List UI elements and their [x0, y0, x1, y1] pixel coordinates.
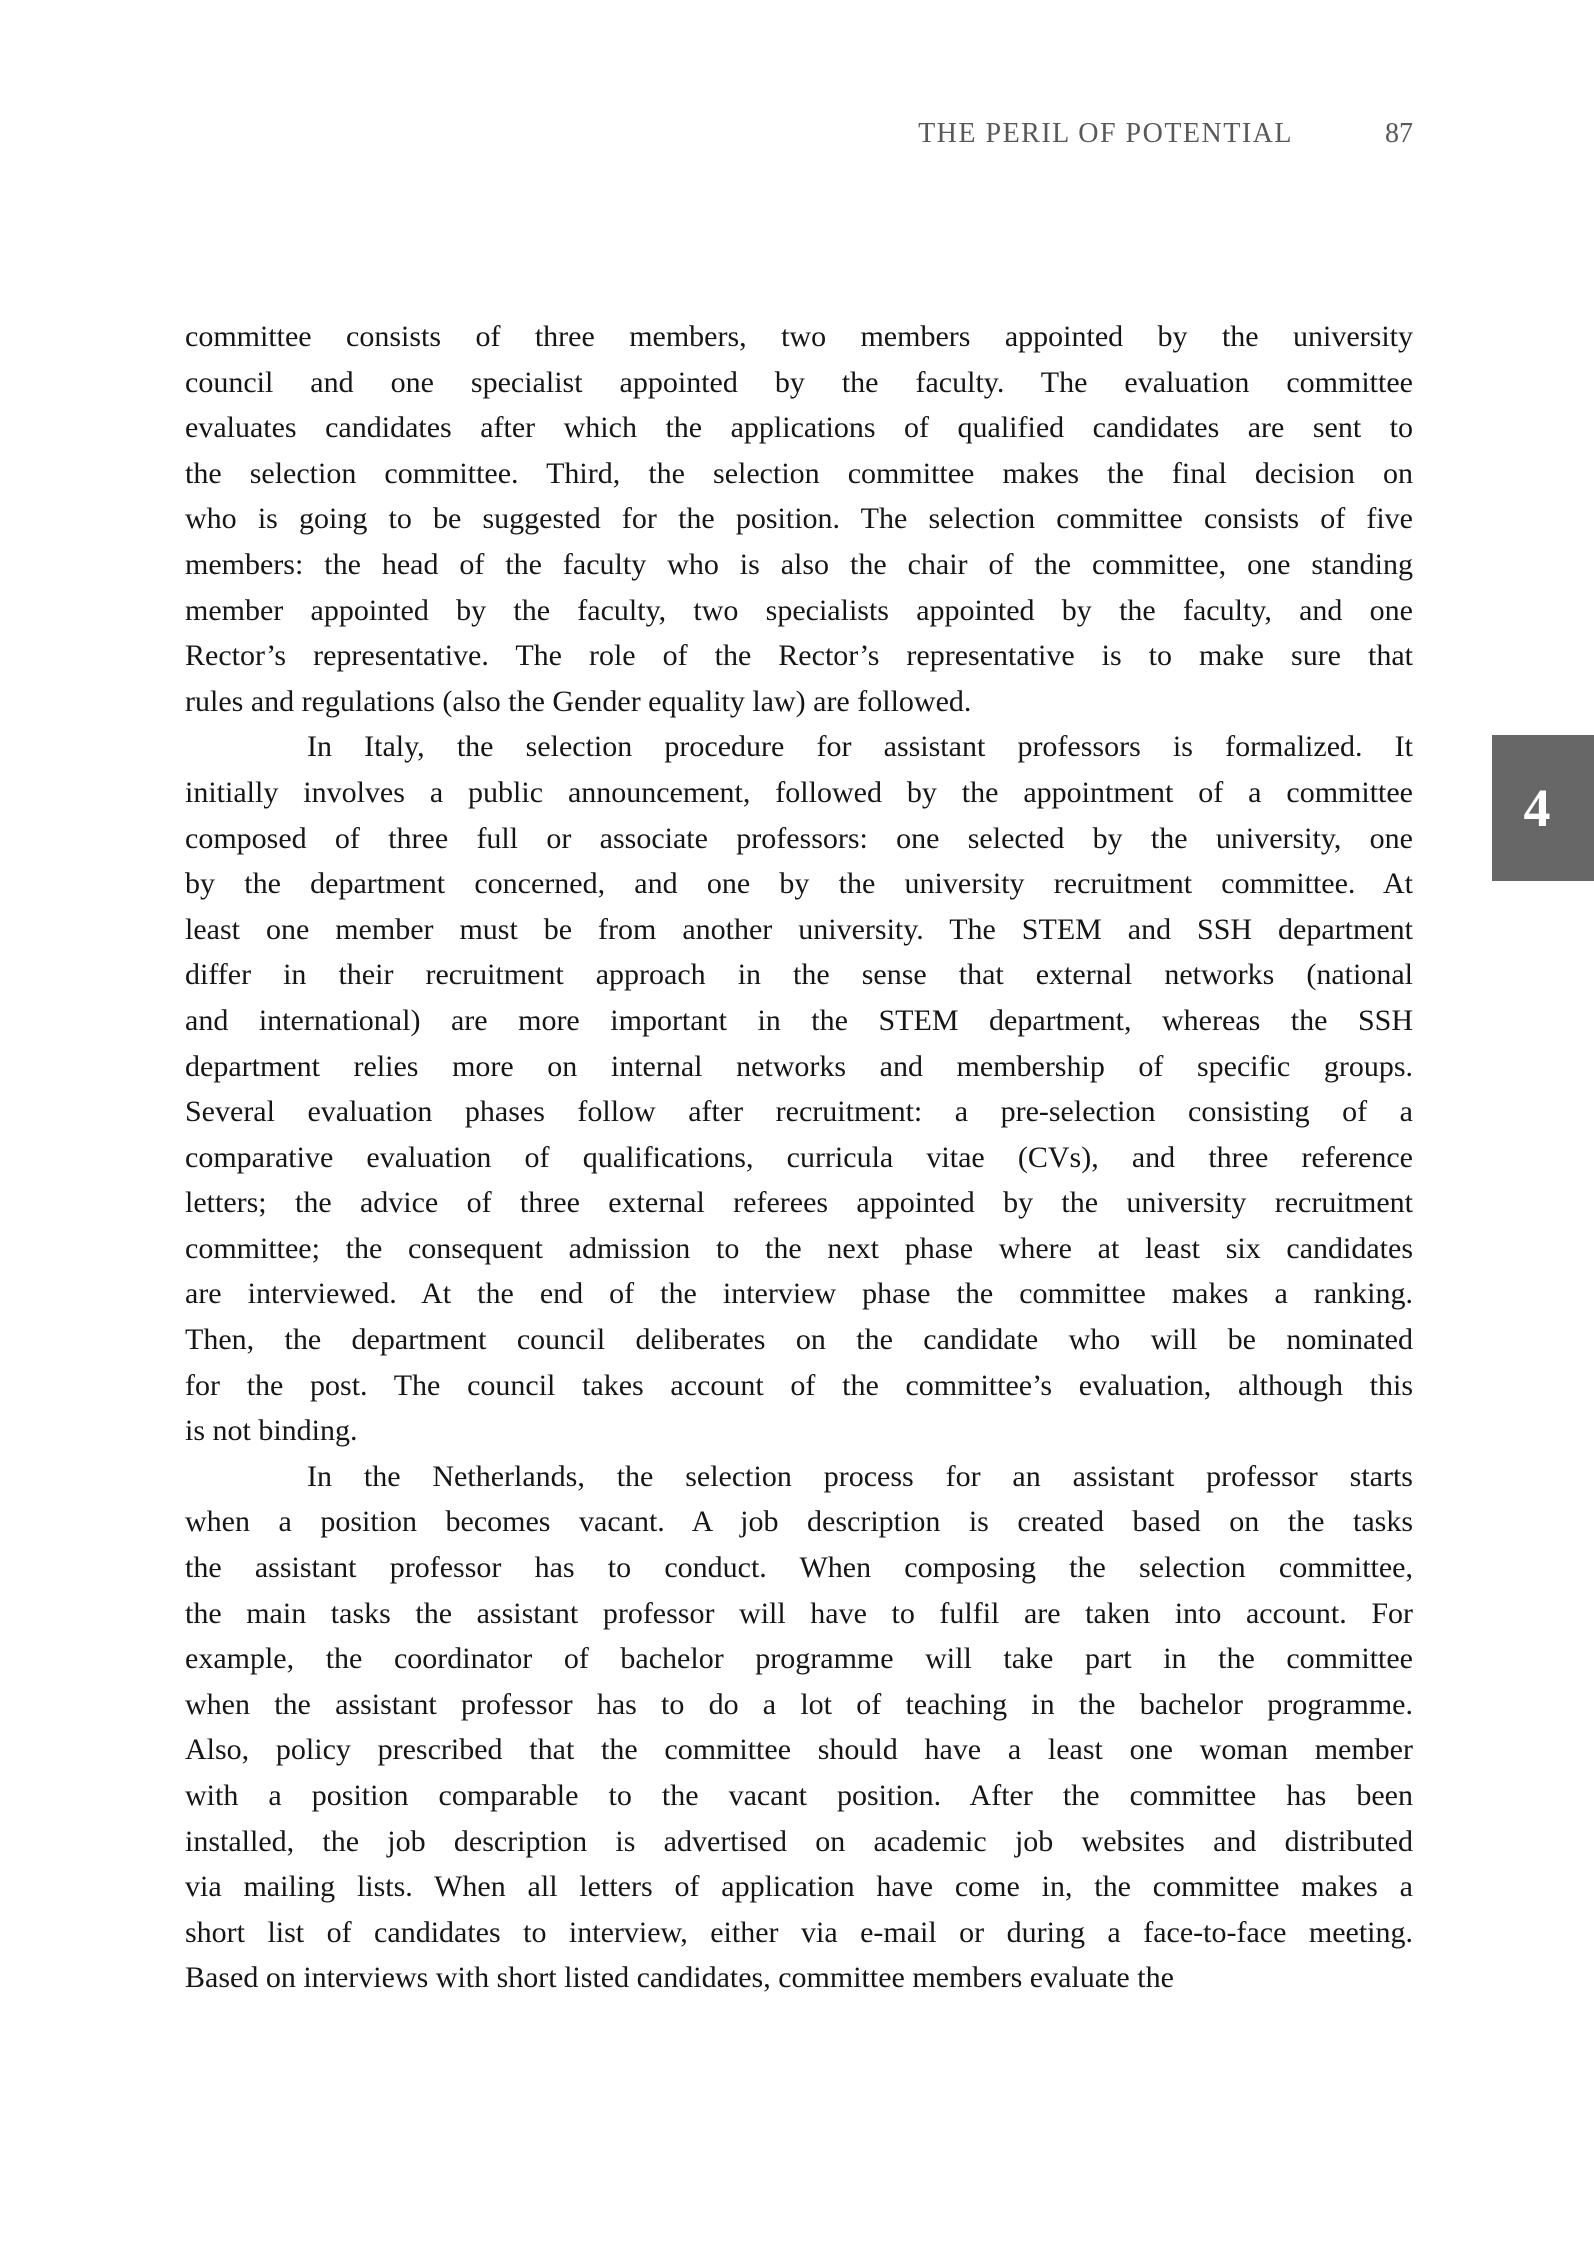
paragraph — [185, 314, 1413, 724]
body-text — [185, 314, 1413, 2001]
text-line: member appointed by the faculty, two specialists appointed by the faculty, and one — [185, 593, 1413, 627]
paragraph — [185, 1454, 1413, 2001]
text-line: the selection committee. Third, the selection committee makes the final decision on — [185, 456, 1413, 490]
paragraph — [185, 724, 1413, 1454]
text-line: department relies more on internal networks and membership of specific groups. — [185, 1049, 1413, 1083]
text-line: who is going to be suggested for the position. The selection committee consists of five — [185, 502, 1413, 536]
page-number: 87 — [1385, 118, 1413, 149]
text-line: In the Netherlands, the selection process for an assistant professor starts — [307, 1459, 1413, 1493]
text-line: least one member must be from another university. The STEM and SSH department — [185, 912, 1413, 946]
text-line: the main tasks the assistant professor will have to fulfil are taken into account. For — [185, 1596, 1413, 1630]
text-line: when a position becomes vacant. A job description is created based on the tasks — [185, 1505, 1413, 1539]
text-line: members: the head of the faculty who is also the chair of the committee, one standing — [185, 547, 1413, 581]
text-line: is not binding. — [185, 1414, 358, 1448]
text-line: evaluates candidates after which the applications of qualified candidates are sent to — [185, 411, 1413, 445]
text-line: Based on interviews with short listed candidates, committee members evaluate the — [185, 1961, 1174, 1995]
text-line: letters; the advice of three external referees appointed by the university recruitment — [185, 1186, 1413, 1220]
text-line: via mailing lists. When all letters of application have come in, the committee makes a — [185, 1870, 1413, 1904]
text-line: Also, policy prescribed that the committee should have a least one woman member — [185, 1733, 1413, 1767]
text-line: short list of candidates to interview, either via e-mail or during a face-to-face meeting. — [185, 1915, 1413, 1949]
text-line: and international) are more important in the STEM department, whereas the SSH — [185, 1003, 1413, 1037]
text-line: rules and regulations (also the Gender equality law) are followed. — [185, 684, 972, 718]
text-line: the assistant professor has to conduct. When composing the selection committee, — [185, 1551, 1413, 1585]
text-line: committee; the consequent admission to the next phase where at least six candidates — [185, 1231, 1413, 1265]
text-line: council and one specialist appointed by the faculty. The evaluation committee — [185, 365, 1413, 399]
text-line: installed, the job description is advertised on academic job websites and distributed — [185, 1824, 1413, 1858]
text-line: by the department concerned, and one by the university recruitment committee. At — [185, 867, 1413, 901]
text-line: are interviewed. At the end of the interview phase the committee makes a ranking. — [185, 1277, 1413, 1311]
text-line: Then, the department council deliberates on the candidate who will be nominated — [185, 1323, 1413, 1357]
chapter-tab-number: 4 — [1523, 778, 1551, 838]
text-line: comparative evaluation of qualifications, curricula vitae (CVs), and three reference — [185, 1140, 1413, 1174]
text-line: Several evaluation phases follow after recruitment: a pre-selection consisting of a — [185, 1095, 1413, 1129]
chapter-tab — [1492, 735, 1594, 881]
text-line: for the post. The council takes account of the committee’s evaluation, although this — [185, 1368, 1413, 1402]
text-line: with a position comparable to the vacant position. After the committee has been — [185, 1779, 1413, 1812]
text-line: committee consists of three members, two members appointed by the university — [185, 320, 1413, 353]
text-line: composed of three full or associate professors: one selected by the university, one — [185, 821, 1413, 855]
text-line: initially involves a public announcement, followed by the appointment of a committee — [185, 775, 1413, 809]
text-line: example, the coordinator of bachelor programme will take part in the committee — [185, 1642, 1413, 1676]
text-line: differ in their recruitment approach in the sense that external networks (national — [185, 958, 1413, 992]
text-line: when the assistant professor has to do a lot of teaching in the bachelor programme. — [185, 1687, 1413, 1721]
running-head-title: THE PERIL OF POTENTIAL — [918, 118, 1293, 149]
text-line: In Italy, the selection procedure for assistant professors is formalized. It — [307, 730, 1413, 764]
running-header — [185, 118, 1413, 150]
text-line: Rector’s representative. The role of the Rector’s representative is to make sure that — [185, 639, 1413, 673]
